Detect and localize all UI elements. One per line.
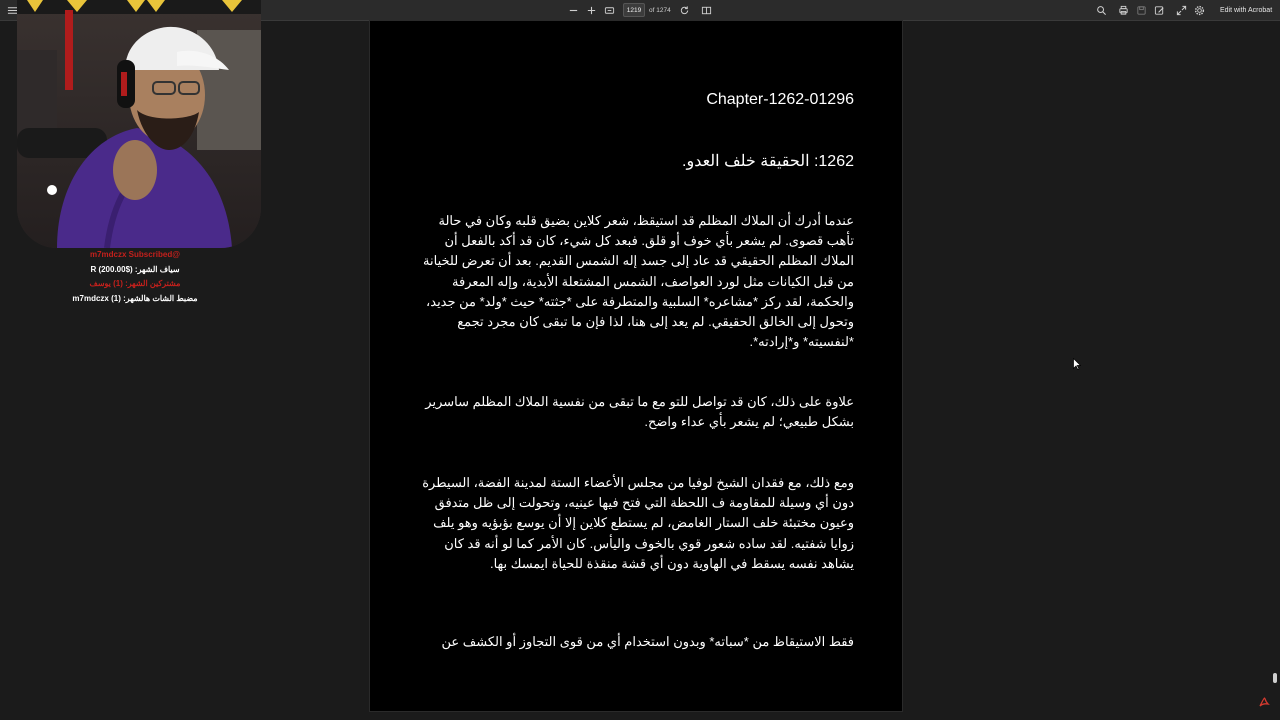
webcam-feed xyxy=(17,0,261,248)
paragraph: عندما أدرك أن الملاك المظلم قد استيقظ، شعر كلاين بضيق قلبه وكان في حالة تأهب قصوى. لم يشعر بأي خوف أو قلق. فبعد كل شيء، كان قد أكد بالفعل أن الملاك المظلم الحقيقي قد عاد إلى جسد إله الشمس القديم. بعد أن تعرض للخيانة من قبل الكيانات مثل لورد العواصف، الشمس المشتعلة الأبدية، وإله المعرفة والحكمة، لقد ركز *مشاعره* السلبية والمتطرفة على *جثته* حيث *ولد* من جديد، وتحول إلى الخالق الحقيقي. لم يعد إلى هنا، لذا فإن ما تبقى كان مجرد تجمع *لنفسيته* و*إرادته*. xyxy=(423,213,854,350)
page-total-label: of 1274 xyxy=(649,6,671,14)
stat-line: سياف الشهر: ($200.00) R xyxy=(90,264,180,274)
search-icon[interactable] xyxy=(1093,2,1109,18)
expand-icon[interactable] xyxy=(1173,2,1189,18)
save-icon[interactable] xyxy=(1133,2,1149,18)
page-number-input[interactable] xyxy=(623,3,645,17)
chapter-heading: Chapter-1262-01296 xyxy=(706,91,854,108)
print-icon[interactable] xyxy=(1115,2,1131,18)
fit-page-icon[interactable] xyxy=(601,2,617,18)
zoom-in-icon[interactable] xyxy=(583,2,599,18)
edit-with-acrobat-button[interactable]: Edit with Acrobat xyxy=(1220,6,1273,14)
paragraph: علاوة على ذلك، كان قد تواصل للتو مع ما تبقى من نفسية الملاك المظلم ساسرير بشكل طبيعي؛ لم يشعر بأي عداء واضح. xyxy=(425,394,854,430)
settings-icon[interactable] xyxy=(1191,2,1207,18)
annotate-icon[interactable] xyxy=(1151,2,1167,18)
page-view-icon[interactable] xyxy=(699,2,715,18)
stream-stats xyxy=(30,248,240,306)
chapter-subheading: 1262: الحقيقة خلف العدو. xyxy=(682,153,854,170)
rotate-icon[interactable] xyxy=(677,2,693,18)
paragraph: فقط الاستيقاظ من *سباته* وبدون استخدام أي من قوى التجاوز أو الكشف عن xyxy=(441,634,854,649)
scrollbar-thumb[interactable] xyxy=(1273,673,1277,683)
webcam-overlay xyxy=(17,0,261,248)
stat-line: مشتركين الشهر: (1) يوسف xyxy=(89,279,181,288)
vertical-scrollbar[interactable] xyxy=(1272,24,1278,684)
stat-line: @m7mdczx Subscribed xyxy=(89,250,181,259)
paragraph: ومع ذلك، مع فقدان الشيخ لوفيا من مجلس الأعضاء الستة لمدينة الفضة، السيطرة دون أي وسيلة للمقاومة ف اللحظة التي فتح فيها عينيه، وتحولت إلى ظل متدفق وعيون مختبئة خلف الستار الغامض، لم يستطع كلاين إلا أن يوسع بؤبؤيه وهو يلف زوايا شفتيه. لقد ساده شعور قوي بالخوف واليأس. كان الأمر كما لو أنه قد كان يشاهد نفسه يسقط في الهاوية دون أي قشة منقذة للحياة ايمسك بها. xyxy=(422,475,854,571)
stat-line: مضبط الشات هالشهر: (1) m7mdczx xyxy=(72,293,198,303)
mouse-cursor-icon xyxy=(1073,358,1081,370)
pdf-page xyxy=(370,21,902,711)
zoom-out-icon[interactable] xyxy=(565,2,581,18)
acrobat-icon[interactable] xyxy=(1258,696,1270,708)
